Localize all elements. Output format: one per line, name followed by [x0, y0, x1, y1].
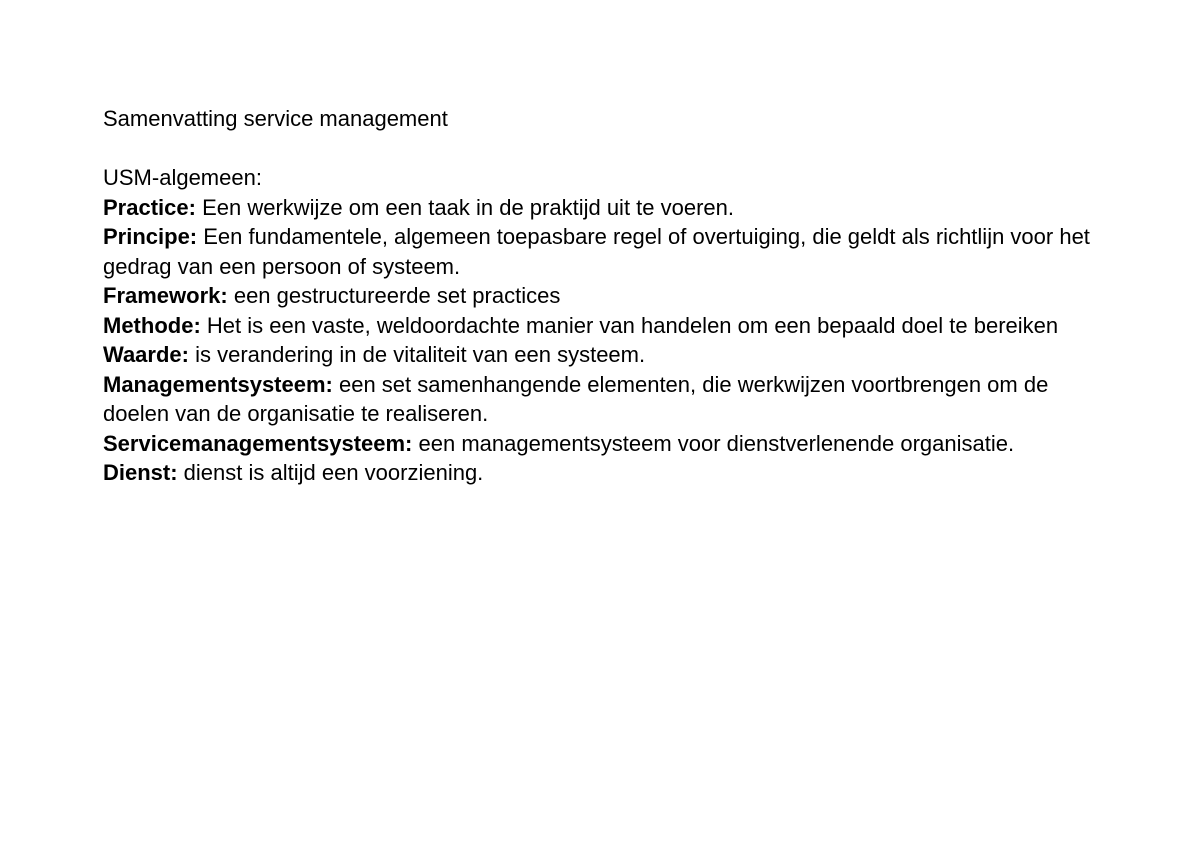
definition-framework	[103, 281, 1103, 311]
definition-text: een gestructureerde set practices	[227, 283, 561, 308]
document-content	[103, 104, 1103, 488]
definition-list	[103, 193, 1103, 488]
definition-text: is verandering in de vitaliteit van een systeem.	[188, 342, 646, 367]
definition-term: Managementsysteem:	[103, 371, 333, 397]
definition-managementsysteem	[103, 370, 1103, 429]
definition-text: een set samenhangende elementen, die werkwijzen voortbrengen om de doelen van de organisatie te realiseren.	[103, 371, 1049, 426]
definition-term: Methode:	[103, 312, 201, 338]
definition-term: Servicemanagementsysteem:	[103, 430, 413, 456]
definition-practice	[103, 193, 1103, 223]
section-heading: USM-algemeen:	[103, 165, 262, 190]
definition-text: Een werkwijze om een taak in de praktijd uit te voeren.	[195, 194, 735, 220]
definition-text: een managementsysteem voor dienstverlenende organisatie.	[412, 430, 1015, 456]
definition-text: Een fundamentele, algemeen toepasbare regel of overtuiging, die geldt als richtlijn voor het gedrag van een persoon of systeem.	[103, 224, 1090, 279]
definition-principe	[103, 222, 1103, 281]
definition-term: Framework:	[103, 283, 228, 308]
definition-term: Waarde:	[103, 342, 189, 367]
document-title: Samenvatting service management	[103, 106, 448, 131]
definition-dienst	[103, 458, 1103, 488]
definition-term: Principe:	[103, 224, 198, 249]
definition-term: Dienst:	[103, 460, 178, 485]
definition-servicemanagementsysteem	[103, 429, 1103, 459]
definition-text: dienst is altijd een voorziening.	[177, 460, 484, 485]
definition-methode	[103, 311, 1103, 341]
definition-waarde	[103, 340, 1103, 370]
definition-term: Practice:	[103, 194, 196, 220]
blank-line	[103, 134, 1103, 164]
definition-text: Het is een vaste, weldoordachte manier van handelen om een bepaald doel te bereiken	[200, 312, 1059, 338]
